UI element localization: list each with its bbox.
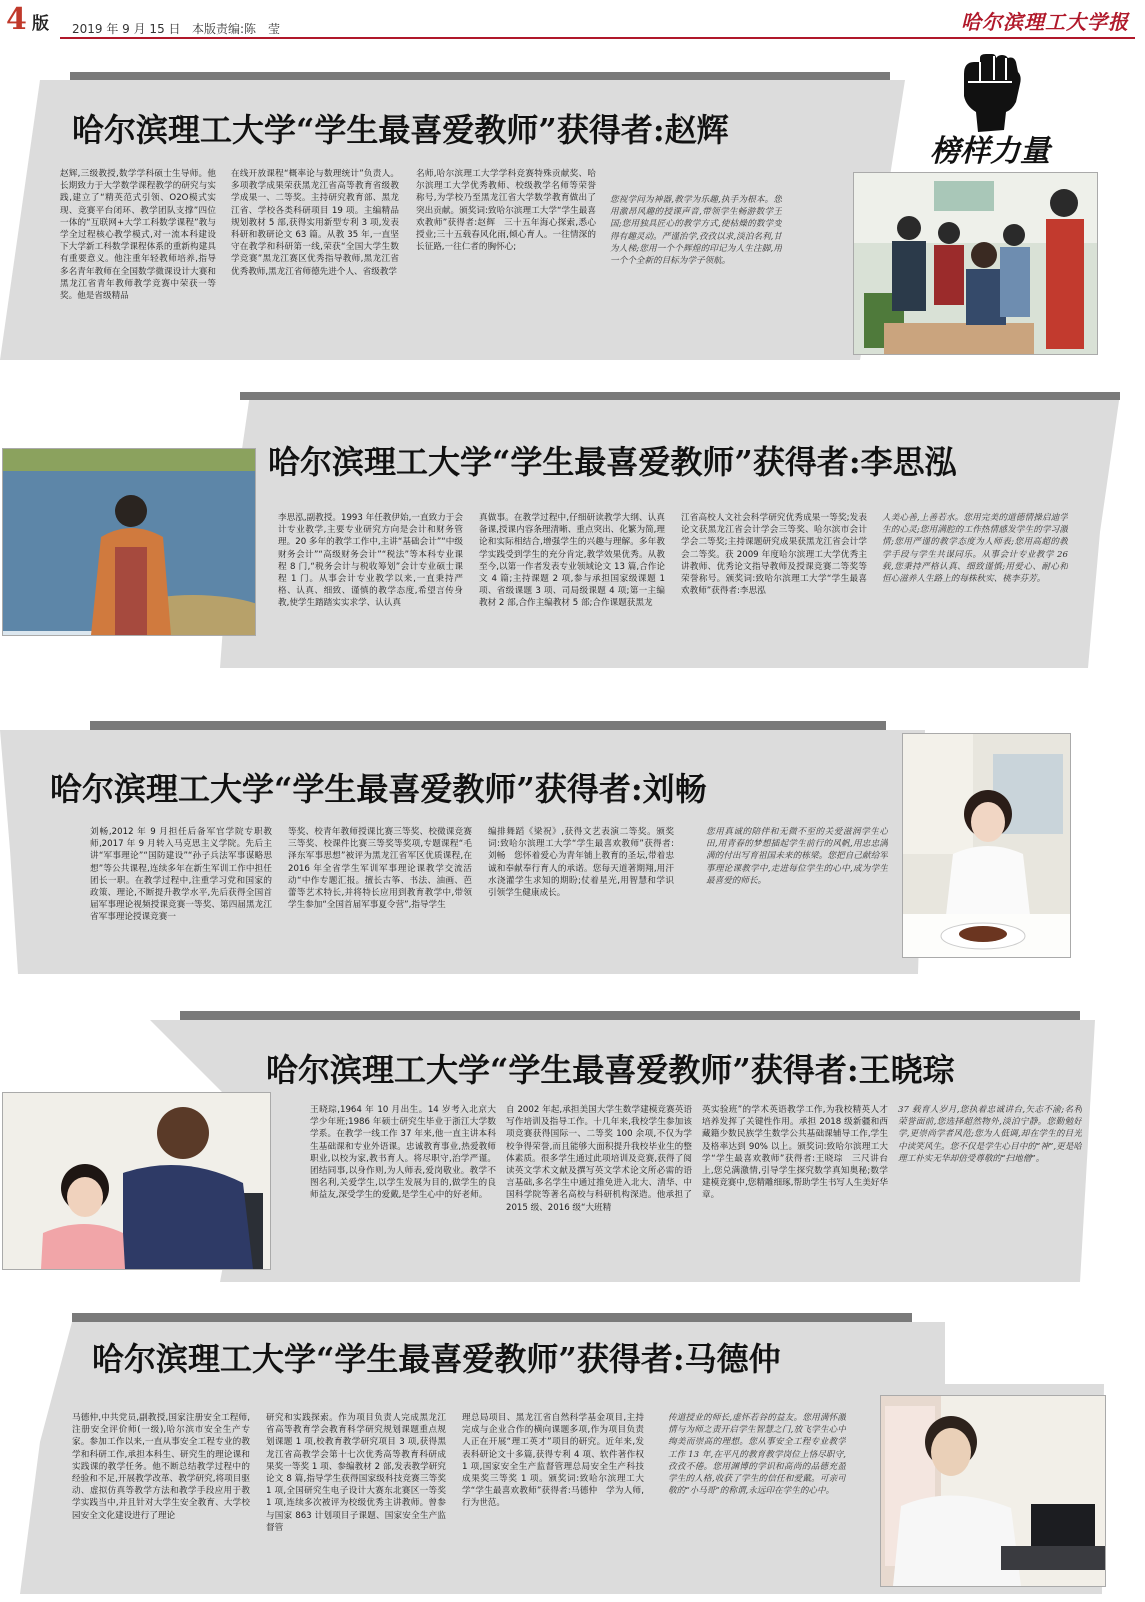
article-column: 英实验班”的学术英语教学工作,为我校精英人才培养发挥了关键性作用。承担 2018 级新疆和西藏籍少数民族学生数学公共基础课辅导工作,学生及格率达到 90% 以上。颁奖词:致哈尔滨理工大学“学生最喜欢教师”获得者:王晓琮 三尺讲台上,您兑满激情,引导学生探究数学真知奥秘;数学建模竞赛中,您精雕细琢,帮助学生书写人生美好华章。	[702, 1105, 888, 1201]
page-unit: 版	[32, 14, 49, 34]
teacher-photo	[880, 1395, 1106, 1587]
issue-date: 2019 年 9 月 15 日	[72, 22, 181, 36]
teacher-photo	[853, 172, 1098, 355]
article-column: 王晓琮,1964 年 10 月出生。14 岁考入北京大学少年班;1986 年硕士研究生毕业于浙江大学数学系。在教学一线工作 37 年来,他一直主讲本科生基础课和专业外语课。忠诚教育事业,热爱教师职业,以校为家,教书育人。将尽职守,治学严谨。团结同事,以身作则,为人师表,爱岗敬业。教学不图名利,关爱学生,以学生发展为目的,做学生的良师益友,深受学生的爱戴,是学生心中的好老师。	[310, 1105, 496, 1201]
teacher-photo	[902, 733, 1071, 958]
article-column: 真做事。在教学过程中,仔细研读教学大纲、认真备课,授课内容条理清晰、重点突出、化繁为简,理论和实际相结合,增强学生的兴趣与理解。多年教学实践受到学生的充分肯定,教学效果优秀。从教至今,以第一作者发表专业领域论文 13 篇,合作论文 4 篇;主持课题 2 项,参与承担国家级课题 1 项、省级课题 3 项、司局级课题 4 项;第一主编教材 2 部,合作主编教材 5 部;合作课题获黑龙	[479, 513, 665, 609]
article-column: 名师,哈尔滨理工大学学科竞赛特殊贡献奖、哈尔滨理工大学优秀教师、校级教学名师等荣誉称号,为学校乃至黑龙江省大学数学教育做出了突出贡献。颁奖词:致哈尔滨理工大学“学生最喜欢教师”获得者:赵辉 三十五年海心探索,悉心授业;三十五载春风化雨,倾心育人。一往情深的长征路,一往仁者的胸怀心;	[416, 169, 596, 253]
section-title: 哈尔滨理工大学“学生最喜爱教师”获得者:刘畅	[50, 770, 707, 808]
page-number: 4	[6, 2, 27, 37]
article-column: 在线开放课程“概率论与数理统计”负责人。多项教学成果荣获黑龙江省高等教育省级教学成果一、二等奖。主持研究教育部、黑龙江省、学校各类科研项目 19 项。主编精品规划教材 5 部,获得实用新型专利 3 项,发表科研和教研论文 63 篇。从教 35 年,一直坚守在教学和科研第一线,荣获“全国大学生数学竞赛”黑龙江赛区优秀指导教师,黑龙江省优秀教师,黑龙江省师德先进个人、省级教学	[231, 169, 399, 277]
raised-fist-icon	[950, 52, 1030, 134]
award-citation: 人美心善,上善若水。您用完美的道德情操启迪学生的心灵;您用满腔的工作热情感发学生的学习激情;您用严谨的教学态度为人师表;您用高超的教学手段与学生共谋同乐。从事会计专业教学 26 载,您秉持严格认真、细致谨慎;用爱心、耐心和恒心滋养人生路上的每株秋实、桃李芬芳。	[882, 513, 1068, 585]
section-title: 哈尔滨理工大学“学生最喜爱教师”获得者:马德仲	[92, 1340, 781, 1378]
article-column: 编排舞蹈《梁祝》,获得文艺表演二等奖。颁奖词:致哈尔滨理工大学“学生最喜欢教师”获得者:刘畅 您怀着爱心为青年铺上教育的圣坛,带着忠诚和奉献奉行育人的承诺。您每天道著期翔,用汗水浇灌学生求知的期盼;仗着星光,用智慧和学识引领学生健康成长。	[488, 827, 674, 899]
award-citation: 您视学问为神器,教学为乐趣,执手为根本。您用激昂风趣的授课声音,带领学生畅游数学王国;您用独具匠心的教学方式,使枯燥的数学变得有趣灵动。严谨治学,孜孜以求,淡泊名利,甘为人梯;您用一个个辉煌的印记为人生注脚,用一个个全新的目标为学子领航。	[610, 195, 782, 267]
award-citation: 传道授业的师长,虚怀若谷的益友。您用满怀激情与为师之责开启学生智慧之门,放飞学生心中绚美而崇高的理想。您从事安全工程专业教学工作 13 年,在平凡的教育教学岗位上恪尽职守,孜孜不倦。您用渊博的学识和高尚的品德充盈学生的人格,收获了学生的信任和爱戴。可亲可敬的“小马哥”的称谓,永远印在学生的心中。	[668, 1413, 846, 1497]
award-citation: 您用真诚的陪伴和无微不至的关爱滋润学生心田,用青春的梦想插起学生前行的风帆,用忠忠满满的付出写育祖国未来的栋梁。您把自己献给军事理论课教学中,走进每位学生的心中,成为学生最喜爱的师长。	[706, 827, 888, 886]
section-title: 哈尔滨理工大学“学生最喜爱教师”获得者:王晓琮	[266, 1051, 955, 1089]
article-column: 李思泓,副教授。1993 年任教伊始,一直致力于会计专业教学,主要专业研究方向是会计和财务管理。20 多年的教学工作中,主讲“基础会计”“中级财务会计”“高级财务会计”“税法”等本科专业课程 8 门,“税务会计与税收筹划”会计专业硕士课程 1 门。从事会计专业教学以来,一直秉持严格、认真、细致、谨慎的教学态度,希望言传身教,使学生踏踏实实求学、认认真	[278, 513, 463, 609]
article-column: 江省高校人文社会科学研究优秀成果一等奖;发表论文获黑龙江省会计学会三等奖、哈尔滨市会计学会二等奖;主持课题研究成果获黑龙江省会计学会二等奖。获 2009 年度哈尔滨理工大学优秀主讲教师、优秀论文指导教师及授课竞赛二等奖等荣誉称号。颁奖词:致哈尔滨理工大学“学生最喜欢教师”获得者:李思泓	[681, 513, 867, 597]
article-column: 赵辉,三级教授,数学学科硕士生导师。他长期致力于大学数学课程教学的研究与实践,建立了“精英范式引领、O2O模式实现、竞赛平台闭环、教学团队支撑”四位一体的“互联网+大学工科数学课程”教与学全过程核心教学模式,对一流本科建设下大学新工科数学课程体系的重新构建具有重要意义。他注重年轻教师培养,指导多名青年教师在全国数学微课设计大赛和黑龙江省青年教师教学竞赛中荣获一等奖。他是省级精品	[60, 169, 216, 302]
page-header	[0, 0, 1145, 42]
section-title: 哈尔滨理工大学“学生最喜爱教师”获得者:赵辉	[72, 111, 729, 149]
teacher-photo	[2, 1092, 271, 1270]
newspaper-name: 哈尔滨理工大学报	[961, 10, 1129, 34]
teacher-photo	[2, 448, 256, 636]
section-title: 哈尔滨理工大学“学生最喜爱教师”获得者:李思泓	[268, 443, 957, 481]
article-column: 研究和实践探索。作为项目负责人完成黑龙江省高等教育学会教育科学研究规划课题重点规划课题 1 项,校教育教学研究项目 3 项,获得黑龙江省高教学会第十七次优秀高等教育科研成果奖一等奖 1 项、参编教材 2 部,发表教学研究论文 8 篇,指导学生获得国家级科技竞赛三等奖 1 项,全国研究生电子设计大赛东北赛区一等奖 1 项,连续多次被评为校级优秀主讲教师。曾参与国家 863 计划项目子课题、国家安全生产监督管	[266, 1413, 446, 1533]
award-citation: 37 载育人岁月,您执着忠诚讲台,矢志不渝;名利荣誉面前,您选择超然物外,淡泊宁静。您勤勉好学,更崇尚学者风范;您为人低调,却在学生的目光中读笑风生。您不仅是学生心目中的“神”,更是哈理工朴实无华却倍受尊敬的“扫地僧”。	[898, 1105, 1082, 1164]
article-column: 马德仲,中共党员,副教授,国家注册安全工程师,注册安全评价师(一级),哈尔滨市安全生产专家。参加工作以来,一直从事安全工程专业的教学和科研工作,承担本科生、研究生的理论课和实践课的教学任务。他不断总结教学过程中的经验和不足,开展教学改革、教学研究,将项目驱动、虚拟仿真等教学方法和教学手段应用于教学实践当中,并且针对大学生安全教育、大学校园安全文化建设进行了理论	[72, 1413, 250, 1521]
article-column: 等奖、校青年教师授课比赛三等奖、校微课竞赛三等奖、校课件比赛三等奖等奖项,专题课程“毛泽东军事思想”被评为黑龙江省军区优质课程,在 2016 年全省学生军训军事理论课教学交流活动“中作专题汇报。擅长古筝、书法、油画、芭蕾等艺术特长,并将特长应用到教育教学中,带领学生参加“全国首届军事夏令营”,指导学生	[288, 827, 472, 911]
article-column: 自 2002 年起,承担美国大学生数学建模竞赛英语写作培训及指导工作。十几年来,我校学生参加该项竞赛获得国际一、二等奖 100 余项,不仅为学校争得荣誉,而且能够大面积提升我校毕业生的整体素质。很多学生通过此项培训及竞赛,获得了阅读英文学术文献及撰写英文学术论文所必需的语言基础,多名学生中通过推免进入北大、清华、中国科学院等著名高校与科研机构深造。他承担了 2015 级、2016 级“大班精	[506, 1105, 692, 1213]
editor-credit: 本版责编:陈 莹	[192, 22, 281, 36]
header-rule	[60, 37, 1135, 39]
article-column: 理总局项目、黑龙江省自然科学基金项目,主持完成与企业合作的横向课题多项,作为项目负责人正在开展“理工英才”项目的研究。近年来,发表科研论文十多篇,获得专利 4 项、软件著作权 1 项,国家安全生产监督管理总局安全生产科技成果奖三等奖 1 项。颁奖词:致哈尔滨理工大学“学生最喜欢教师”获得者:马德仲 学为人师,行为世范。	[462, 1413, 644, 1509]
article-column: 刘畅,2012 年 9 月担任后备军官学院专职教师,2017 年 9 月转入马克思主义学院。先后主讲“军事理论”“国防建设”“孙子兵法军事谋略思想”等公共课程,连续多年在新生军训工作中担任团长一职。在教学过程中,注重学习党和国家的政策、理论,不断提升教学水平,先后获得全国首届军事理论视频授课竞赛一等奖、第四届黑龙江省军事理论授课竞赛一	[90, 827, 272, 923]
section-badge: 榜样力量	[930, 134, 1050, 169]
